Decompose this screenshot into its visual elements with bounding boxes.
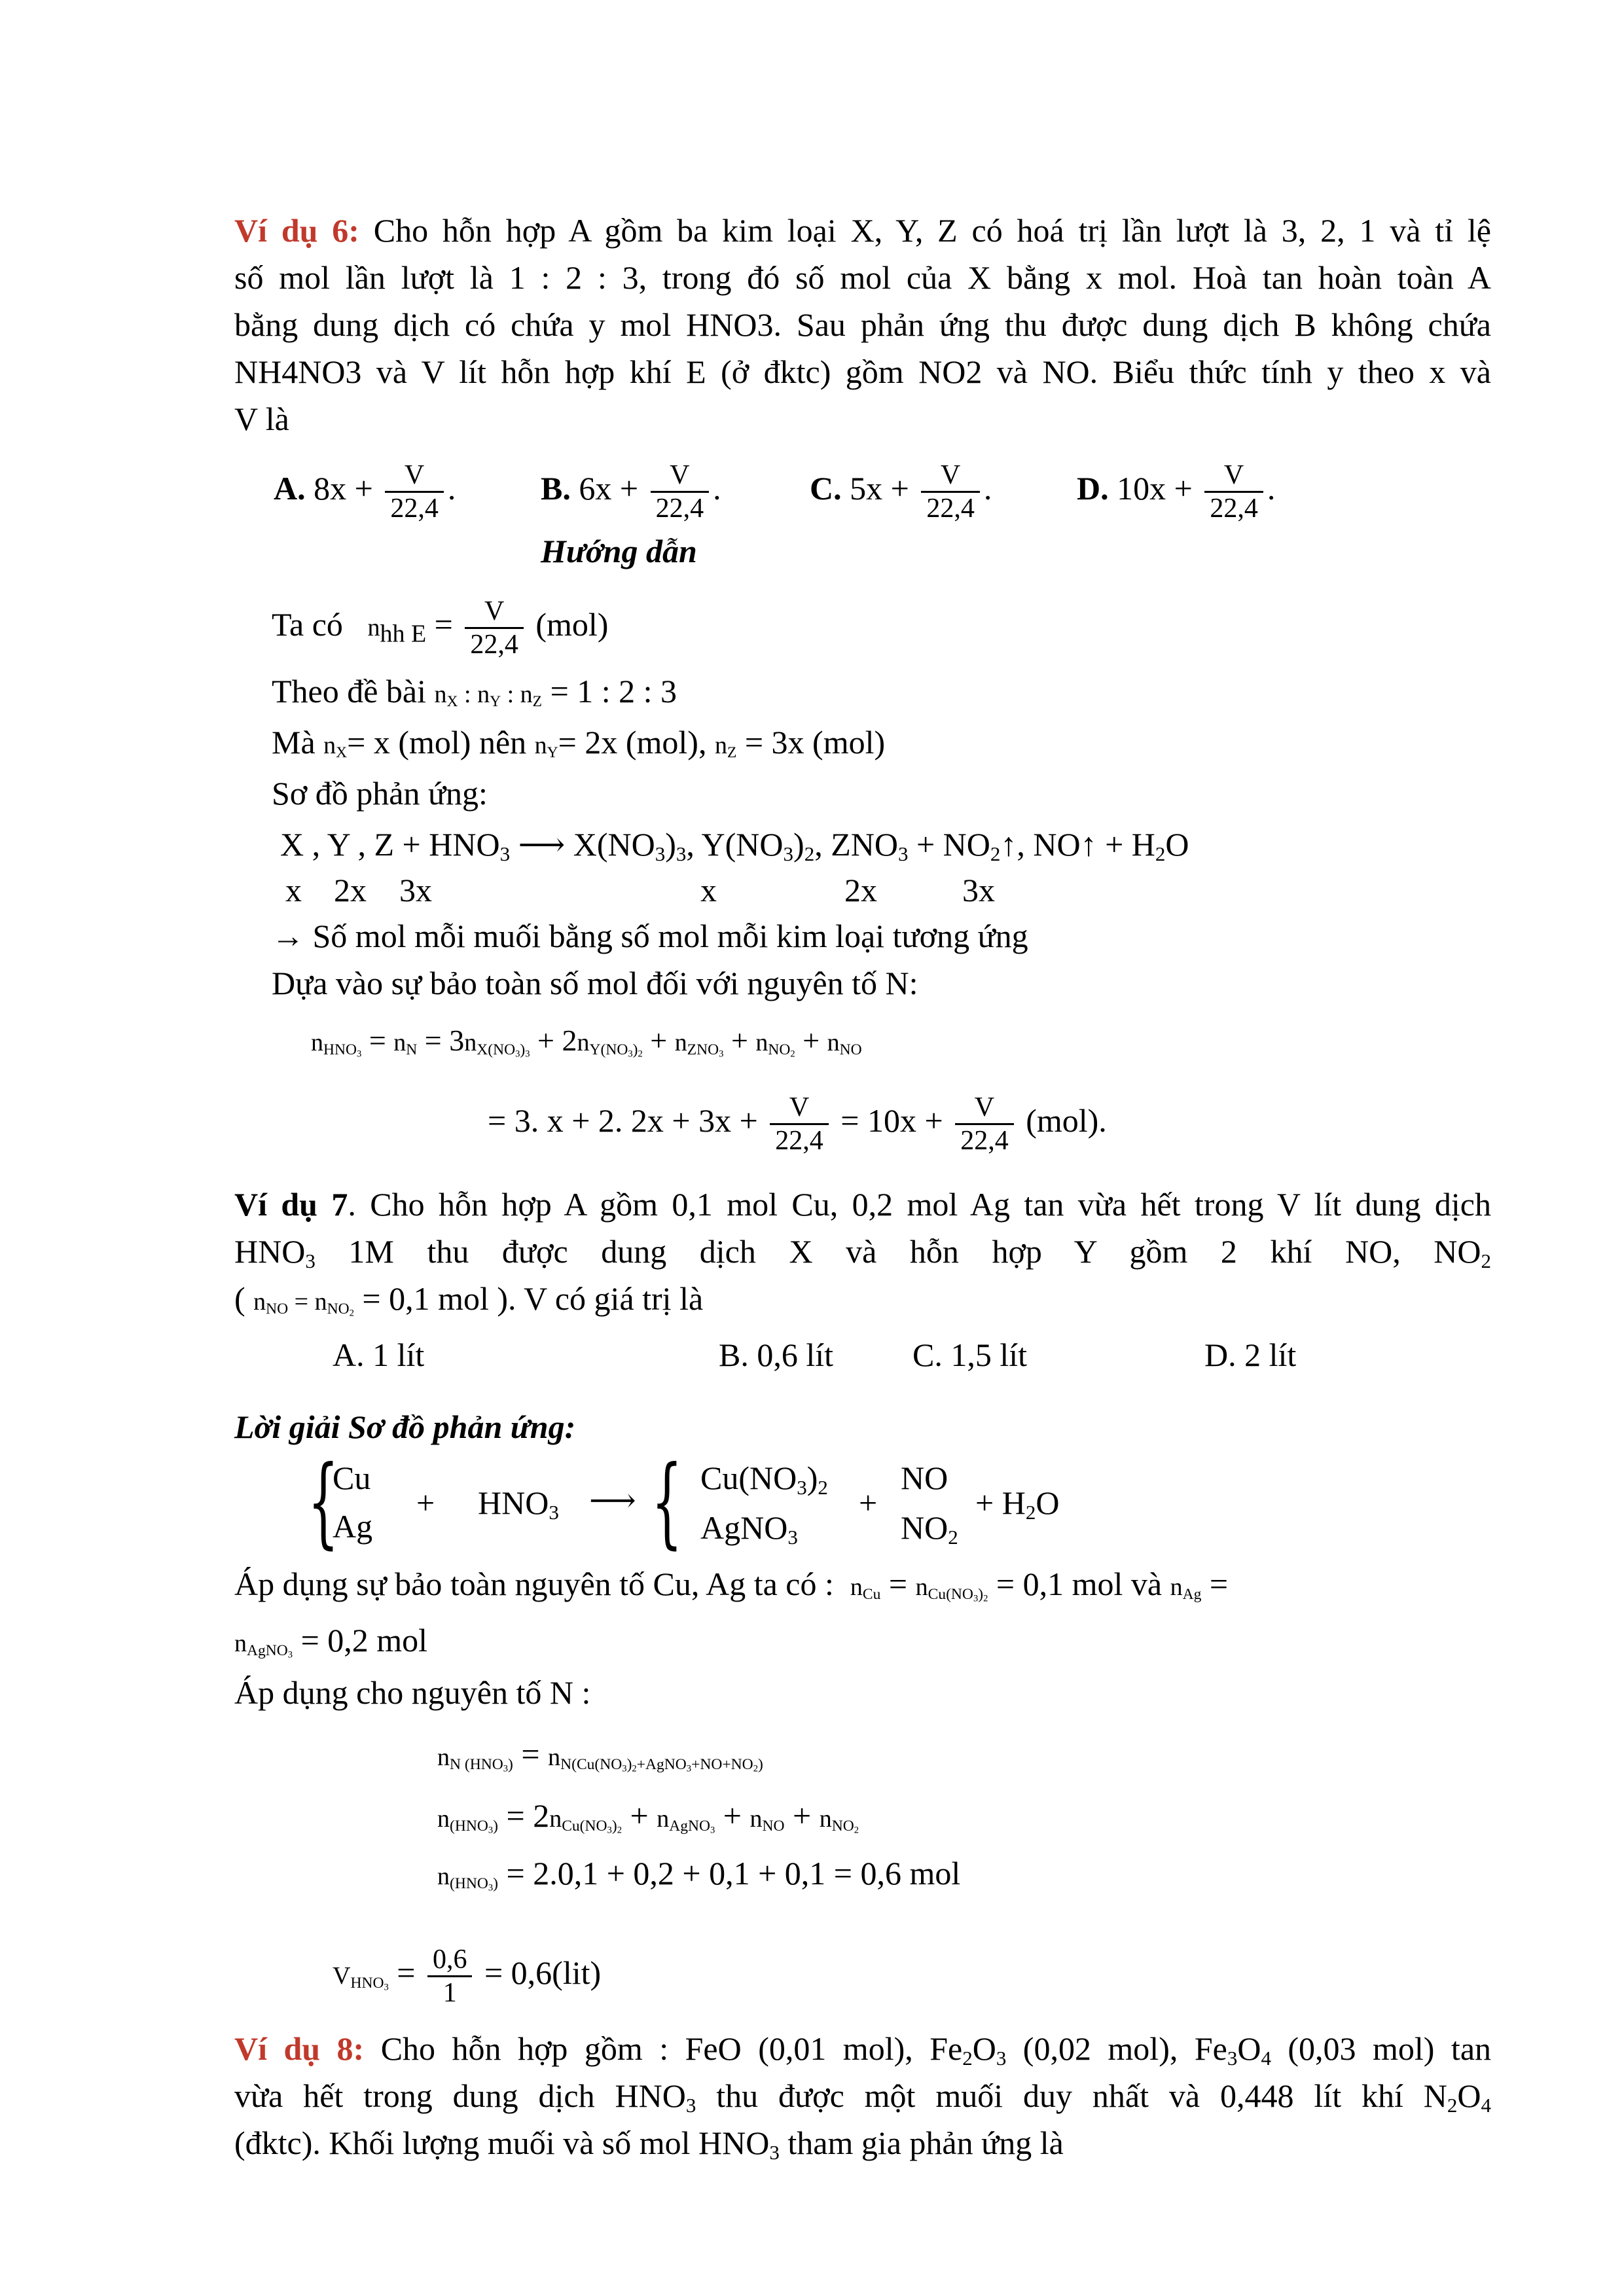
ex7-apply-1: Áp dụng sự bảo toàn nguyên tố Cu, Ag ta có : $n_{Cu} = n_{Cu(NO_3)_2} = 0,1$ mol và $n_{Ag}$ = [234, 1566, 1229, 1604]
ex6-conclusion: → Số mol mỗi muối bằng số mol mỗi kim loại tương ứng [272, 918, 1028, 954]
ex7-react-cuno3: $Cu(NO_3)_2$ [700, 1460, 828, 1499]
ex7-react-hno3: $HNO_3$ [478, 1484, 559, 1524]
ex6-guide-title: Hướng dẫn [541, 533, 697, 569]
ex6-ta-co: Ta có $n_{hh E}$ = $\frac{V}{22,4}$ (mol) [272, 596, 609, 660]
ex7-react-agno3: AgNO$_3$ [700, 1509, 798, 1549]
ex8-line-3: (đktc). Khối lượng muối và số mol $HNO_3$ tham gia phản ứng là [234, 2125, 1064, 2164]
ex6-line-3: bằng dung dịch có chứa y mol HNO3. Sau phản ứng thu được dung dịch B không chứa [234, 306, 1491, 343]
ex6-label: Ví dụ 6: [234, 212, 359, 249]
ex6-n-balance: $n_{HNO_3} = n_N = 3n_{X(NO_3)_3} + 2n_{Y(NO_3)_2} + n_{ZNO_3} + n_{NO_2} + n_{NO}$ [311, 1024, 862, 1060]
ex7-n-line-1: $n_{N (HNO_3)} = n_{N(Cu(NO_3)_2+AgNO_3+NO+NO_2)}$ [437, 1736, 763, 1774]
ex6-option-b[interactable]: B. 6x + $\frac{V}{22,4}$ . [541, 460, 721, 524]
ex8-line-2: vừa hết trong dung dịch $HNO_3$ thu được một muối duy nhất và 0,448 lít khí $N_2O_4$ [234, 2077, 1491, 2117]
ex6-coef-salt-x: x [700, 872, 717, 908]
ex7-n-line-2: $n_{(HNO_3)} = 2n_{Cu(NO_3)_2} + n_{AgNO_3} + n_{NO} + n_{NO_2}$ [437, 1797, 859, 1836]
ex6-option-d[interactable]: D. 10x + $\frac{V}{22,4}$ . [1077, 460, 1276, 524]
ex6-line-2: số mol lần lượt là 1 : 2 : 3, trong đó số mol của X bằng x mol. Hoà tan hoàn toàn A [234, 259, 1491, 296]
ex7-apply-n: Áp dụng cho nguyên tố N : [234, 1674, 591, 1711]
ex7-line-2: $HNO_3$ 1M thu được dung dịch X và hỗn hợp Y gồm 2 khí NO, $NO_2$ [234, 1233, 1491, 1272]
ex6-theo-de-bai: Theo đề bài $n_X$ : $n_Y$ : $n_Z = 1$ : 2 : 3 [272, 673, 677, 710]
ex6-coef-salt-2x: 2x [844, 872, 877, 908]
ex7-option-c[interactable]: C. 1,5 lít [912, 1336, 1028, 1373]
ex7-react-h2o: + $H_2O$ [975, 1484, 1060, 1524]
ex7-react-plus-1: + [416, 1484, 435, 1521]
ex7-option-a[interactable]: A. 1 lít [333, 1336, 425, 1373]
ex7-react-no: NO [901, 1460, 948, 1496]
right-brace-icon: { [651, 1445, 683, 1559]
ex6-so-do: Sơ đồ phản ứng: [272, 775, 488, 812]
ex6-coef-salt-3x: 3x [962, 872, 995, 908]
ex6-coef-2x: 2x [334, 872, 367, 908]
ex7-apply-2: $n_{AgNO_3} = 0,2$ mol [234, 1622, 428, 1660]
ex6-line-1: Ví dụ 6: Cho hỗn hợp A gồm ba kim loại X, Y, Z có hoá trị lần lượt là 3, 2, 1 và tỉ lệ [234, 212, 1491, 249]
arrow-right-icon: ⟶ [589, 1481, 636, 1519]
ex7-label: Ví dụ 7 [234, 1186, 348, 1223]
ex6-coef-3x: 3x [399, 872, 432, 908]
ex8-line-1: Ví dụ 8: Cho hỗn hợp gồm : FeO (0,01 mol), $Fe_2O_3$ (0,02 mol), $Fe_3O_4$ (0,03 mol) tan [234, 2030, 1492, 2070]
ex6-line-5: V là [234, 401, 289, 437]
ex7-n-line-3: $n_{(HNO_3)} = 2.0,1 + 0,2 + 0,1 + 0,1 = 0,6$ mol [437, 1855, 961, 1893]
ex7-react-cu: Cu [333, 1460, 371, 1496]
ex6-calc: = 3. x + 2. 2x + 3x + $\frac{V}{22,4}$ = 10x + $\frac{V}{22,4}$ (mol). [488, 1092, 1107, 1156]
ex6-ma: Mà $n_X= x$ (mol) nên $n_Y= 2x$ (mol), $n_Z = 3x$ (mol) [272, 724, 886, 761]
ex7-solution-title: Lời giải Sơ đồ phản ứng: [234, 1408, 576, 1445]
ex7-react-plus-2: + [859, 1484, 878, 1521]
ex7-option-d[interactable]: D. 2 lít [1204, 1336, 1297, 1373]
ex7-react-ag: Ag [333, 1508, 373, 1545]
ex6-coef-x: x [285, 872, 302, 908]
ex7-option-b[interactable]: B. 0,6 lít [719, 1336, 834, 1373]
ex7-line-1: Ví dụ 7. Cho hỗn hợp A gồm 0,1 mol Cu, 0,2 mol Ag tan vừa hết trong V lít dung dịch [234, 1186, 1491, 1223]
ex8-label: Ví dụ 8: [234, 2030, 365, 2067]
ex7-react-no2: $NO_2$ [901, 1509, 958, 1549]
ex6-reaction: X , Y , $Z + HNO_3$ ⟶ $X(NO_3)_3$, $Y(NO_3)_2$, $ZNO_3$ + $NO_2↑$, NO↑ + $H_2O$ [280, 825, 1189, 865]
ex6-option-c[interactable]: C. 5x + $\frac{V}{22,4}$ . [810, 460, 992, 524]
ex6-line-4: NH4NO3 và V lít hỗn hợp khí E (ở đktc) gồm NO2 và NO. Biểu thức tính y theo x và [234, 353, 1491, 390]
ex7-line-3: ( $n_{NO} = n_{NO_2} = 0,1$ mol ). V có giá trị là [234, 1280, 704, 1319]
ex7-volume: $V_{HNO_3}$ = $\frac{0,6}{1}$ = 0,6(lit) [333, 1945, 602, 2008]
ex6-bao-toan: Dựa vào sự bảo toàn số mol đối với nguyên tố N: [272, 965, 918, 1001]
ex6-option-a[interactable]: A. 8x + $\frac{V}{22,4}$ . [274, 460, 456, 524]
left-brace-icon: { [308, 1445, 339, 1559]
